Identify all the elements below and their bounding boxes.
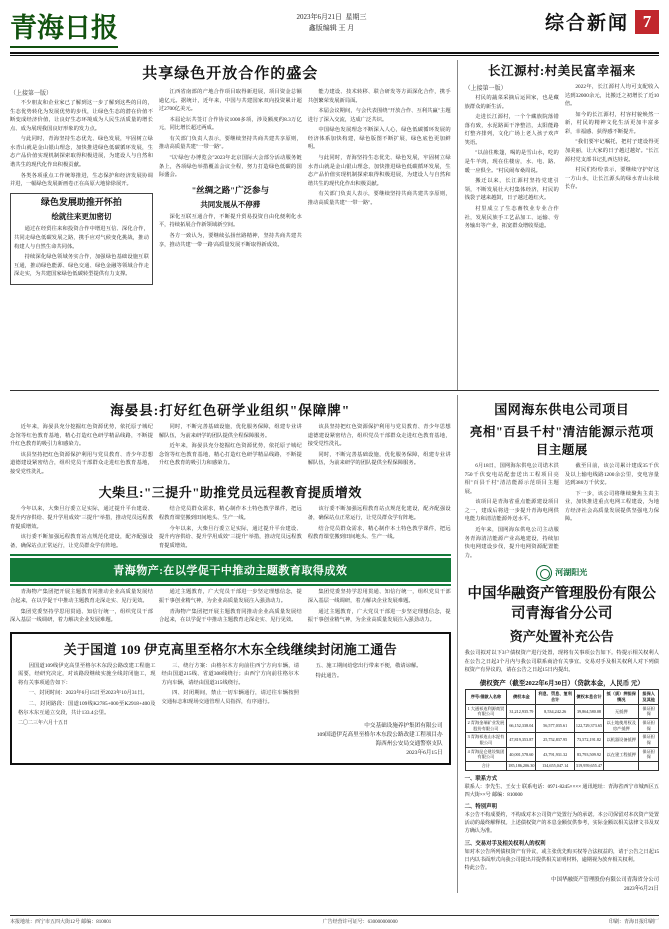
cell-total-sum: 319,959,655.47	[574, 762, 603, 771]
secondary-body-2: 2022年，长江源村人均可支配收入达到32000余元，比搬迁之初增长了近10倍。 如今的长江源村，村容村貌焕然一新，村民的精神文化生活更加丰富多彩，幸福感、获得感不断提升。 "我们要牢记嘱托，把村子建设得更加美丽，让大家的日子越过越好。"长江源村党支部书记扎西达娃说。 村民们纷纷表示，要继续守护好这一方山水，让长江源头的绿水青山永续长存。	[564, 84, 660, 191]
ad-table-caption: 债权资产（截至2022年6月30日）（贷款本金，人民币 元）	[479, 680, 644, 688]
article-guowang-subtitle: 亮相"百县千村"清洁能源示范项目主题展	[469, 425, 654, 457]
cell-interest: 25,752,837.95	[536, 733, 574, 747]
ad-section-3-body: 如对本公告所列债权资产有异议，或主张优先购买权等合法权益的，请于公告之日起15日内以书面形式向我公司提出并提供相关证明材料，逾期视为放弃相关权利。	[464, 848, 659, 863]
lead-subbox-2-body: 深化互联互通合作，不断提升贸易投资自由化便利化水平，持续拓展合作新领域新空间。 各方一致认为，要继续弘扬丝路精神，坚持共商共建共享，推动共建'一带一路'高质量发展不断取得新成效。	[158, 213, 302, 248]
cell-total: 39,864,580.08	[574, 704, 603, 718]
cell-guarantor: 保证担保	[639, 719, 659, 733]
article-wuchan-col-2: 通过主题教育，广大党员干部进一步坚定理想信念，提振干事创业精气神，为企业高质量发展注入强劲动力。 青海物产集团把开展主题教育同推动企业高质量发展结合起来，在以学促干中推动主题教育走深走实、见行见效。	[158, 589, 302, 624]
secondary-kicker: （上接第一版）	[464, 86, 507, 92]
cell-borrower: 3 青海祁连山水泥有限公司	[465, 733, 507, 747]
article-dachaidan-col-3: 该行委不断加强远程教育站点规范化建设，配齐配强设备，确保站点正常运行，让党员群众学有阵地。 结合党员群众需求，精心制作本土特色教学课件，把远程教育课堂搬到田间地头、生产一线。	[307, 506, 451, 541]
issue-date: 2023年6月21日	[296, 13, 342, 21]
cell-collateral: 以机器设备抵押	[604, 733, 639, 747]
notice-org-1: 中交基础设施养护集团有限公司	[364, 723, 443, 730]
notice-columns	[18, 662, 443, 719]
secondary-column-1	[465, 83, 559, 233]
lead-columns	[10, 88, 451, 285]
article-wuchan-columns	[10, 588, 451, 626]
cell-interest: 8,534,242.26	[536, 704, 574, 718]
lead-column-3	[308, 88, 451, 285]
col-collateral: 抵（质）押担保情况	[604, 690, 639, 704]
col-borrower: 序号/借款人名称	[465, 690, 507, 704]
notice-sign-right	[233, 722, 442, 758]
section-header	[545, 6, 659, 35]
green-rule-top	[10, 554, 451, 556]
cell-total-collateral	[604, 762, 639, 771]
lead-kicker: （上接第一版）	[10, 91, 53, 97]
notice-col-1: 因国道109线伊克高里至格尔木东段公路改建工程施工需要，经研究决定，对该路段继续实施全线封闭施工，现将有关事项通告如下： 一、封闭时间：2023年6月15日至2023年10月31日。 二、封闭路段：国道109线K2785+000至K2918+400及格尔木东互通立交段，共计133.4公里。	[18, 662, 156, 716]
ad-closing: 特此公告。	[464, 864, 491, 871]
article-haiyan-title: 海晏县:打好红色研学业组织"保障牌"	[110, 403, 351, 418]
green-rule-bottom	[10, 584, 451, 586]
ad-subtitle: 资产处置补充公告	[509, 629, 614, 645]
col-interest: 利息、罚息、复利合计	[536, 690, 574, 704]
lead-body-1: 不少朋友和企业家已了解到这一步了解到这些的目的，生态优势转化为发展优势的步伐，让绿色生态的潜在价值不断变成经济价值，让良好生态环境成为人民生活质量的增长点、成为展现我国良好形象的发力点。 与此同时，青海坚持生态优先、绿色发展，牢固树立绿水青山就是金山银山理念，加快推进绿色低碳循环发展，生态产品价值实现机制探索取得积极进展，为建设人与自然和谐共生的现代化作出积极贡献。 各类各项重点工作统筹推进，生态保护和经济发展协调并进，一幅绿色发展新画卷正在高原大地徐徐展开。	[10, 100, 153, 188]
cell-borrower: 2 青海金瑞矿业发展股份有限公司	[465, 719, 507, 733]
ad-title: 中国华融资产管理股份有限公司青海省分公司	[467, 586, 657, 622]
notice-sign-left: 二〇二三年六月十五日	[18, 721, 69, 727]
ad-signature	[465, 876, 659, 893]
ad-section-2-body: 本公告不构成要约，不构成对本公司资产处置行为的承诺。本公司保留对本次资产处置活动的最终解释权。上述债权资产的本息金额仅供参考，实际金额以相关法律文书及双方确认为准。	[464, 812, 659, 835]
article-haiyan-columns	[10, 423, 451, 478]
asset-table	[465, 689, 659, 770]
masthead-rule	[10, 52, 659, 54]
masthead-meta	[296, 6, 366, 33]
page-footer	[10, 915, 659, 925]
article-dachaidan-columns	[10, 505, 451, 552]
ad-section-1-body: 联系人：李先生、王女士 联系电话：0971-8245×××× 通讯地址：青海省西宁市城西区五四大街××号 邮编：810000	[464, 783, 659, 798]
mid-right-column	[457, 395, 659, 893]
ad-sign-org: 中国华融资产管理股份有限公司青海省分公司	[551, 876, 659, 883]
secondary-body-1: 村民的蔬菜采摘后运回家，也是藏族群众的新生活。 走进长江源村，一个个藏族院落错落有致，水泥路面干净整洁，太阳能路灯整齐排列，文化广场上老人孩子欢声笑语。 "以前住帐篷，喝的是雪山水，吃的是牛羊肉，现在住楼房，水、电、路、暖一应俱全。"村民闹布桑周说。 搬迁以来，长江源村坚持党建引领，不断发展壮大村集体经济，村民的钱袋子越来越鼓，日子越过越红火。 村里成立了生态畜牧业专业合作社，发展民族手工艺品加工、运输、劳务输出等产业，拓宽群众增收渠道。	[464, 95, 559, 230]
cell-interest: 56,577,035.61	[536, 719, 574, 733]
notice-col-2: 三、绕行方案：由格尔木方向前往西宁方向车辆，请经由国道215线、省道308线绕行；由西宁方向前往格尔木方向车辆，请经由国道315线绕行。 四、封闭期间，禁止一切车辆通行，请过往车辆按照交通标志和现场交通管理人员指挥，有序通行。	[161, 662, 300, 705]
circle-logo-icon	[536, 565, 552, 581]
table-row-total	[465, 762, 658, 771]
notice-col-3: 五、施工期间给您出行带来不便，敬请谅解。 特此通告。	[315, 662, 422, 680]
cell-guarantor: 保证担保	[639, 704, 659, 718]
article-haiyan-col-1: 近年来，海晏县充分挖掘红色资源优势，依托原子城纪念馆等红色教育基地，精心打造红色研学精品线路，不断提升红色教育的吸引力和感染力。 该县坚持把红色资源保护利用与党员教育、青少年思想道德建设紧密结合，组织党员干部群众走进红色教育基地，接受党性洗礼。	[10, 424, 153, 475]
ad-section-1-title: 一、联系方式	[464, 775, 497, 782]
section-divider	[10, 390, 659, 391]
asset-table-header-row	[465, 690, 658, 704]
road-closure-notice	[10, 632, 451, 765]
table-row	[465, 719, 658, 733]
ad-intro: 我公司拟对以下3户债权资产进行处置，现将有关事项公告如下。特提示相关权利人在公告之日起3个月内与我公司联系商洽有关事宜。交易对手及相关权利人对下列债权资产有异议的，请在公告之日起15日内提出。	[464, 650, 659, 674]
footer-center: 广告经营许可证号：630000000000	[322, 920, 398, 925]
cell-total: 122,729,373.65	[574, 719, 603, 733]
notice-date: 2023年6月15日	[406, 749, 443, 756]
cell-collateral: 以土地使用权及房产抵押	[604, 719, 639, 733]
lead-article	[10, 60, 457, 390]
notice-title: 关于国道 109 伊克高里至格尔木东全线继续封闭施工通告	[63, 641, 397, 657]
col-principal: 债权本金	[507, 690, 536, 704]
lead-subbox-1-title: 绿色发展助推开怀拍	[40, 196, 122, 207]
article-dachaidan-col-1: 今年以来，大柴旦行委立足实际，通过提升平台建设、提升内容供给、提升学用成效"三提升"举措，推动党员远程教育提质增效。 该行委不断加强远程教育站点规范化建设，配齐配强设备，确保站点正常运行，让党员群众学有阵地。	[10, 506, 153, 549]
col-guarantor: 担保人及其他	[639, 690, 659, 704]
notice-signature-row	[18, 719, 443, 758]
table-row	[465, 733, 658, 747]
cell-total-label: 合计	[465, 762, 507, 771]
cell-guarantor: 保证担保	[639, 733, 659, 747]
lead-subbox-2-sub: 共同发展从不停滞	[200, 199, 261, 209]
article-dachaidan-title: 大柴旦:"三提升"助推党员远程教育提质增效	[98, 485, 362, 501]
secondary-column-2	[565, 83, 659, 233]
lead-subbox-1-sub: 绘就往来更加密切	[51, 212, 112, 222]
cell-interest: 43,791,931.32	[536, 747, 574, 761]
cell-guarantor: 保证担保	[639, 747, 659, 761]
article-guowang-title: 国网海东供电公司项目	[494, 402, 630, 417]
lead-subbox-1-body: 通过在经贸往来和投资合作中增进互信、深化合作，共同走绿色低碳发展之路，携手应对气候变化挑战，推动构建人与自然生命共同体。 持续深化绿色领域务实合作，加强绿色基础设施互联互通，推动绿色能源、绿色交通、绿色金融等领域合作走深走实，为共建国家绿色低碳转型提供有力支撑。	[14, 226, 149, 278]
paper-logo	[10, 6, 118, 48]
cell-total-interest: 134,655,047.14	[536, 762, 574, 771]
cell-principal: 40,001,578.60	[507, 747, 536, 761]
article-wuchan-banner: 青海物产:在以学促干中推动主题教育取得成效	[10, 558, 451, 582]
secondary-article	[457, 60, 659, 390]
mid-section	[10, 395, 659, 893]
cell-total: 73,572,191.82	[574, 733, 603, 747]
article-guowang-col-1: 6月18日，国网海东供电公司诺木洪750千伏变电站配套送出工程项目亮相"百县千村"清洁能源示范项目主题展。 该项目是青海省重点能源建设项目之一，建成后将进一步提升青海电网供电能力和清洁能源外送水平。 近年来，国网海东供电公司主动服务青海清洁能源产业高地建设，持续加快电网建设步伐，提升电网资源配置能力。	[464, 463, 559, 559]
page-number: 7	[635, 10, 659, 34]
ad-sign-date: 2023年6月21日	[623, 885, 659, 892]
cell-collateral: 无抵押	[604, 704, 639, 718]
table-row	[465, 704, 658, 718]
article-haiyan-col-3: 该县坚持把红色资源保护利用与党员教育、青少年思想道德建设紧密结合，组织党员干部群众走进红色教育基地，接受党性洗礼。 同时，不断完善基础设施，优化服务保障，组建专业讲解队伍，为前来研学的团队提供全程保障服务。	[307, 424, 451, 467]
asset-disposal-ad	[465, 585, 659, 893]
secondary-columns	[465, 83, 659, 233]
cell-total-principal: 185,186,206.30	[507, 762, 536, 771]
cell-borrower: 4 青海昆仑建设集团有限公司	[465, 747, 507, 761]
mid-left-column	[10, 395, 457, 893]
ad-section-2-title: 二、特别声明	[464, 804, 497, 811]
cell-borrower: 1 大通祁连利源商贸有限公司	[465, 704, 507, 718]
cell-principal: 47,819,353.87	[507, 733, 536, 747]
footer-left: 本报地址：西宁市五四大街12号 邮编：810001	[10, 920, 112, 925]
col-total: 债权本息合计	[574, 690, 603, 704]
lead-headline: 共享绿色开放合作的盛会	[142, 66, 319, 82]
lead-subbox-1	[10, 193, 153, 285]
lead-body-3: 能力建设、技术转移、联合研发等方面深化合作，携手共创繁荣发展新局面。 本届会议期间，与会代表围绕"开放合作、互利共赢"主题进行了深入交流，达成广泛共识。 中国绿色发展理念不断深入人心，绿色低碳循环发展的经济体系加快构建，绿色版图不断扩展，绿色底色更加鲜明。 与此同时，青海坚持生态优先、绿色发展，牢固树立绿水青山就是金山银山理念，加快推进绿色低碳循环发展，生态产品价值实现机制探索取得积极进展，为建设人与自然和谐共生的现代化作出积极贡献。 有关部门负责人表示，要继续坚持共商共建共享原则，推动高质量共建"一带一路"。	[307, 89, 451, 206]
ad-section-3-title: 三、交易对手及相关权利人的权利	[464, 840, 546, 847]
footer-right: 印刷：青海日报印刷厂	[608, 920, 659, 925]
lead-body-2: 江西省南部的产地合作项目取得新进展，项目资金总额逾亿元。据统计，近年来，中国与共建国家双向投资累计超过2700亿美元。 本届论坛共签订合作协议1000多项，涉及额度约8.3万亿元，同比增长超过两成。 有关部门负责人表示，要继续坚持共商共建共享原则，推动高质量共建"一带一路"。 "以'绿色'办博览会"2023年北京国际大会部分活动服务链条上，各项绿色举措覆盖会议全程，努力打造绿色低碳的国际盛会。	[158, 89, 302, 179]
paper-name: 青海日报	[10, 6, 118, 48]
masthead-rule-2	[10, 55, 659, 56]
article-guowang-columns	[465, 462, 659, 562]
table-row	[465, 747, 658, 761]
hehu-logo-label: 河湖阳光	[555, 568, 588, 578]
article-haiyan-col-2: 同时，不断完善基础设施，优化服务保障，组建专业讲解队伍，为前来研学的团队提供全程保障服务。 近年来，海晏县充分挖掘红色资源优势，依托原子城纪念馆等红色教育基地，精心打造红色研学精品线路，不断提升红色教育的吸引力和感染力。	[158, 424, 302, 467]
article-wuchan-col-1: 青海物产集团把开展主题教育同推动企业高质量发展结合起来，在以学促干中推动主题教育走深走实、见行见效。 集团党委坚持学思用贯通、知信行统一，组织党员干部深入基层一线调研，着力解决企业发展难题。	[10, 589, 153, 624]
lead-column-2	[159, 88, 302, 285]
article-dachaidan-col-2: 结合党员群众需求，精心制作本土特色教学课件，把远程教育课堂搬到田间地头、生产一线。 今年以来，大柴旦行委立足实际，通过提升平台建设、提升内容供给、提升学用成效"三提升"举措，推动党员远程教育提质增效。	[158, 506, 302, 549]
cell-total-guarantor	[639, 762, 659, 771]
cell-principal: 66,152,338.04	[507, 719, 536, 733]
lead-subbox-2-title: "丝绸之路"广泛参与	[191, 184, 270, 195]
cell-collateral: 以在建工程抵押	[604, 747, 639, 761]
cell-principal: 31,212,935.79	[507, 704, 536, 718]
article-guowang-col-2: 截至目前，该公司累计建成35千伏及以上输电线路1200余公里，变电容量达到380万千伏安。 下一步，该公司将继续聚焦主责主业，加快推进重点电网工程建设，为地方经济社会高质量发展提供坚强电力保障。	[564, 463, 660, 523]
top-section	[10, 60, 659, 390]
cell-total: 83,793,509.92	[574, 747, 603, 761]
hehu-logo	[465, 565, 659, 581]
notice-org-2: 109国道伊克高里至格尔木东段公路改建工程项目办	[316, 732, 443, 739]
secondary-headline: 长江源村:村美民富幸福来	[487, 64, 636, 78]
masthead	[10, 6, 659, 50]
article-wuchan-col-3: 集团党委坚持学思用贯通、知信行统一，组织党员干部深入基层一线调研，着力解决企业发展难题。 通过主题教育，广大党员干部进一步坚定理想信念，提振干事创业精气神，为企业高质量发展注入强劲动力。	[307, 589, 451, 624]
notice-org-3: 海西州公安局交通警察支队	[375, 741, 443, 748]
section-title: 综合新闻	[544, 13, 629, 34]
lead-column-1	[10, 88, 153, 285]
issue-weekday: 星期三	[345, 13, 367, 21]
editor-line: 鑫版编辑 王 月	[308, 23, 355, 32]
